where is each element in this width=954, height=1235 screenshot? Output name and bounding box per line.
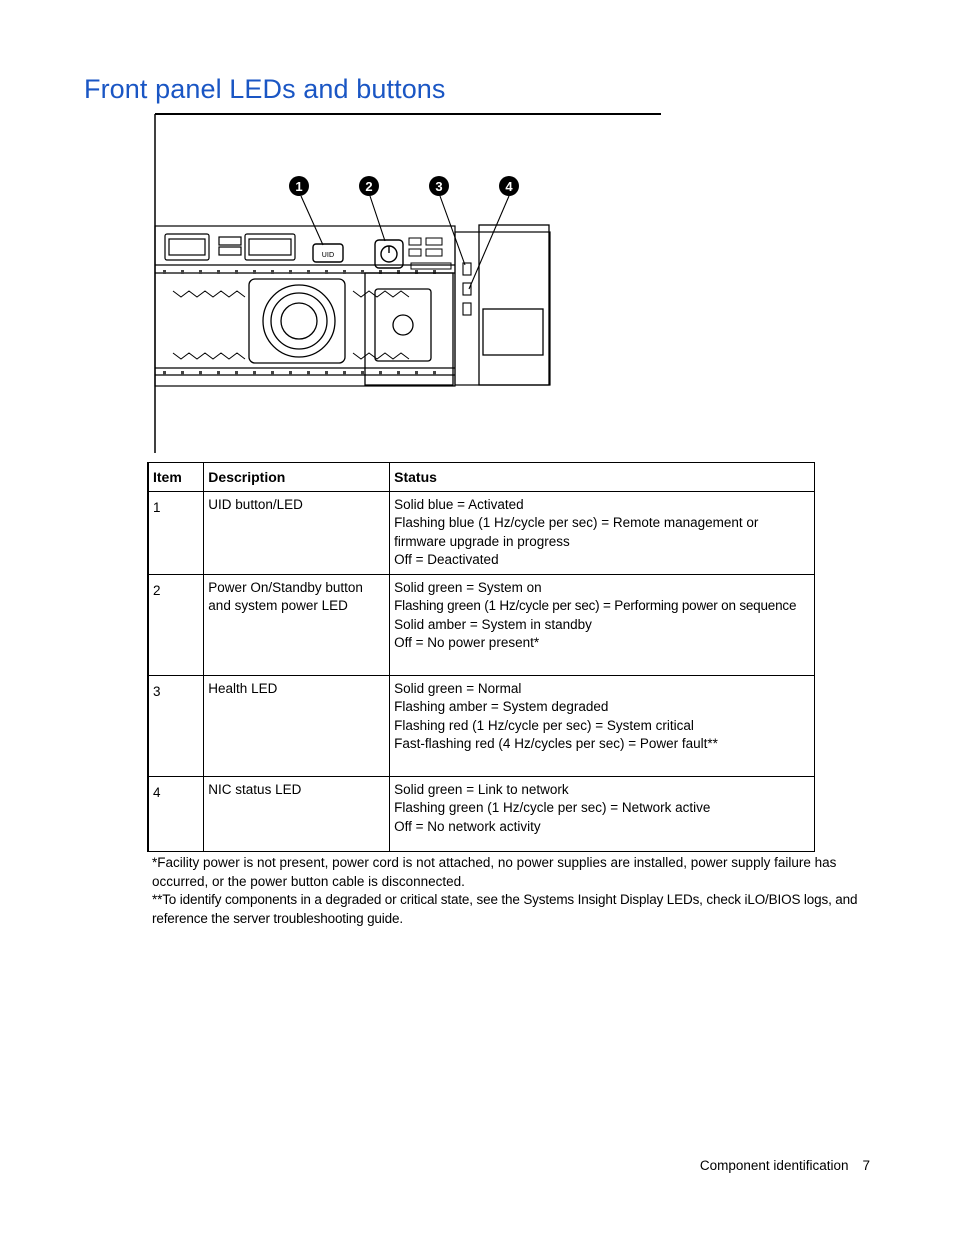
server-chassis [155, 226, 550, 386]
status-line: Solid blue = Activated [394, 496, 524, 512]
row-item: 3 [148, 675, 204, 776]
footnote-facility-power: *Facility power is not present, power cord is not attached, no power supplies are installed, power supply failure has occurred, or the power button cable is disconnected. [152, 855, 837, 889]
status-line: Flashing amber = System degraded [394, 699, 609, 714]
uid-label: UID [321, 251, 335, 259]
row-description: Power On/Standby button and system power LED [204, 574, 390, 675]
power-button [375, 240, 403, 268]
header-status: Status [390, 463, 815, 492]
usb-ports [165, 234, 295, 260]
uid-button [313, 244, 343, 262]
header-item: Item [148, 463, 204, 492]
table-header-row [148, 463, 815, 492]
header-description: Description [204, 463, 390, 492]
row-item: 4 [148, 776, 204, 851]
front-panel-figure [153, 113, 663, 455]
footnotes [152, 854, 877, 928]
rear-connectors [409, 238, 451, 269]
table-row [148, 491, 815, 574]
page-number: 7 [862, 1158, 870, 1173]
bezel-medallion [249, 279, 345, 363]
row-status [390, 574, 815, 675]
callout-3 [429, 176, 449, 196]
row-item: 1 [148, 491, 204, 574]
status-line: Flashing green (1 Hz/cycle per sec) = Network active [394, 800, 711, 815]
right-drive-bay [479, 225, 549, 385]
status-line: Off = Deactivated [394, 552, 499, 567]
callout-2-label: 2 [365, 179, 373, 194]
status-line: Solid green = Link to network [394, 781, 569, 797]
status-line: Solid amber = System in standby [394, 616, 592, 632]
status-line: Fast-flashing red (4 Hz/cycles per sec) = Power fault** [394, 736, 718, 751]
row-status [390, 776, 815, 851]
callout-3-label: 3 [435, 179, 443, 194]
status-led-column [463, 263, 471, 315]
row-status [390, 491, 815, 574]
bezel-pattern [173, 291, 409, 359]
row-status [390, 675, 815, 776]
status-line: Solid green = Normal [394, 680, 522, 696]
row-item: 2 [148, 574, 204, 675]
status-line: Flashing blue (1 Hz/cycle per sec) = Remote management or firmware upgrade in progress [394, 515, 759, 549]
callout-4 [499, 176, 519, 196]
status-line: Flashing green (1 Hz/cycle per sec) = Performing power on sequence [394, 598, 797, 613]
table-row [148, 776, 815, 851]
status-line: Off = No network activity [394, 818, 541, 834]
row-description: NIC status LED [204, 776, 390, 851]
footer-section-title: Component identification [699, 1158, 849, 1173]
callout-1 [289, 176, 309, 196]
table-row [148, 574, 815, 675]
callout-4-label: 4 [505, 179, 513, 194]
callout-2 [359, 176, 379, 196]
led-status-table [147, 462, 815, 852]
front-panel-illustration [153, 113, 663, 455]
callout-1-label: 1 [295, 179, 303, 194]
table-row [148, 675, 815, 776]
status-line: Off = No power present* [394, 635, 540, 650]
callout-leaders [301, 196, 509, 289]
page-title: Front panel LEDs and buttons [84, 74, 446, 104]
row-description: Health LED [204, 675, 390, 776]
status-line: Flashing red (1 Hz/cycle per sec) = System critical [394, 717, 694, 733]
page-footer [700, 1158, 870, 1173]
footnote-troubleshooting: **To identify components in a degraded or critical state, see the Systems Insight Display LEDs, check iLO/BIOS logs, and reference the server troubleshooting guide. [152, 892, 858, 926]
row-description: UID button/LED [204, 491, 390, 574]
status-line: Solid green = System on [394, 579, 542, 595]
